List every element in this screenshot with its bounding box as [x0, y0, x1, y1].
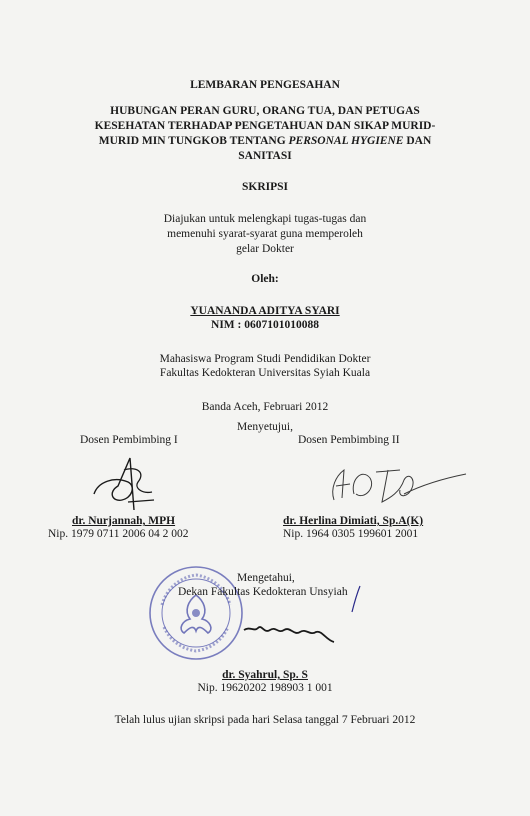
purpose-line-3: gelar Dokter — [236, 243, 294, 255]
dean-nip: Nip. 19620202 198903 1 001 — [197, 682, 333, 694]
purpose-line-2: memenuhi syarat-syarat guna memperoleh — [167, 228, 363, 240]
thesis-title-line-3: MURID MIN TUNGKOB TENTANG PERSONAL HYGIENE DAN — [98, 135, 432, 147]
author-name: YUANANDA ADITYA SYARI — [190, 305, 340, 317]
supervisor1-signature — [88, 452, 163, 522]
supervisor1-nip: Nip. 1979 0711 2006 04 2 002 — [48, 528, 189, 540]
approved-label: Menyetujui, — [237, 421, 293, 433]
affiliation-line-2: Fakultas Kedokteran Universitas Syiah Kuala — [159, 367, 371, 379]
supervisor2-nip: Nip. 1964 0305 199601 2001 — [283, 528, 419, 540]
by-label: Oleh: — [251, 273, 279, 285]
supervisor2-signature — [320, 458, 470, 518]
supervisor2-name: dr. Herlina Dimiati, Sp.A(K) — [283, 515, 424, 527]
document-type: SKRIPSI — [241, 181, 289, 193]
affiliation-line-1: Mahasiswa Program Studi Pendidikan Dokter — [159, 353, 371, 365]
supervisor1-role: Dosen Pembimbing I — [80, 434, 178, 446]
thesis-title-line-1: HUBUNGAN PERAN GURU, ORANG TUA, DAN PETUGAS — [110, 105, 420, 117]
thesis-title-line-4: SANITASI — [238, 150, 292, 162]
exam-passed-note: Telah lulus ujian skripsi pada hari Selasa tanggal 7 Februari 2012 — [114, 714, 416, 726]
dean-signature — [236, 582, 376, 652]
place-date: Banda Aceh, Februari 2012 — [201, 401, 329, 413]
purpose-line-1: Diajukan untuk melengkapi tugas-tugas dan — [163, 213, 367, 225]
thesis-title-line-2: KESEHATAN TERHADAP PENGETAHUAN DAN SIKAP MURID- — [94, 120, 436, 132]
supervisor1-name: dr. Nurjannah, MPH — [72, 515, 176, 527]
university-stamp-seal — [148, 565, 244, 661]
dean-name: dr. Syahrul, Sp. S — [222, 669, 308, 681]
acknowledged-label: Mengetahui, — [237, 572, 295, 584]
page-heading: LEMBARAN PENGESAHAN — [190, 79, 340, 91]
thesis-title-italic: PERSONAL HYGIENE — [288, 135, 404, 147]
dean-role: Dekan Fakultas Kedokteran Unsyiah — [178, 586, 348, 598]
author-nim: NIM : 0607101010088 — [211, 319, 319, 331]
supervisor2-role: Dosen Pembimbing II — [298, 434, 400, 446]
